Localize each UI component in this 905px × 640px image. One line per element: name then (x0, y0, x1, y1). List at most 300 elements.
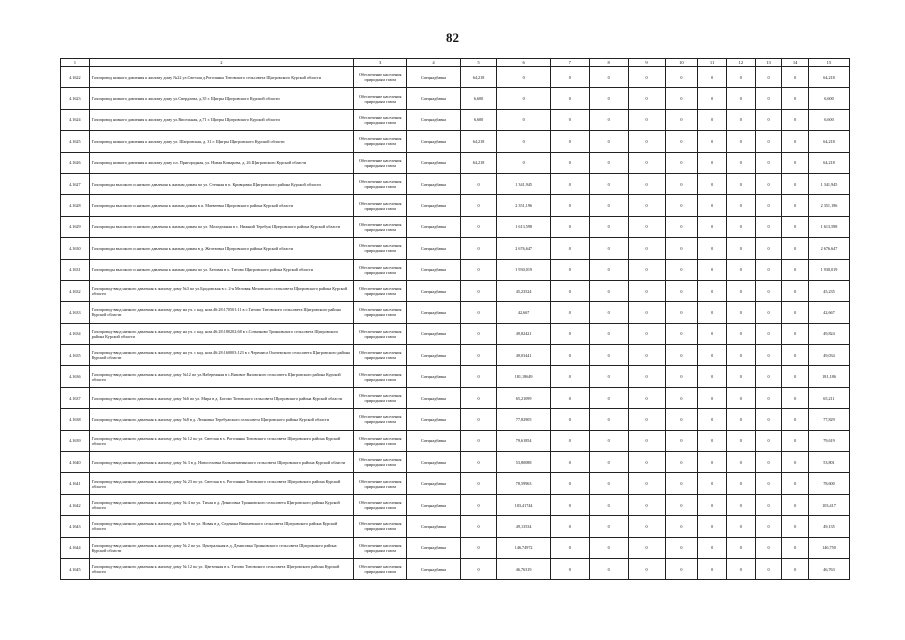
value-col-12: 0 (726, 387, 755, 408)
row-id: 4.1626 (61, 152, 90, 173)
value-col-8: 0 (589, 216, 628, 237)
total-value: 77,829 (808, 409, 849, 430)
object-name: Газопровод-ввод низкого давления к жилому дому №8 в д. Леоновка Теребужского сельсовета Щигровского района Курской области (89, 409, 353, 430)
funding-source: Спецнадбавка (407, 345, 460, 366)
table-row (61, 409, 850, 430)
value-col-7: 0 (550, 452, 589, 473)
value-col-7: 0 (550, 430, 589, 451)
value-col-12: 0 (726, 216, 755, 237)
total-value: 64,218 (808, 67, 849, 88)
object-name: Газопровод-ввод низкого давления к жилому дому на уч. с кад. ном.46:28:180202:68 в с.Сотниково Трояновского сельсовета Щигровского района Курской области (89, 323, 353, 344)
total-value: 2 351,196 (808, 195, 849, 216)
value-col-8: 0 (589, 302, 628, 323)
purpose: Обеспечение населения природным газом (354, 131, 407, 152)
value-col-14: 0 (782, 238, 809, 259)
funding-source: Спецнадбавка (407, 537, 460, 558)
value-col-14: 0 (782, 88, 809, 109)
total-value: 64,218 (808, 152, 849, 173)
value-col-14: 0 (782, 280, 809, 301)
value-col-7: 0 (550, 259, 589, 280)
value-col-9: 0 (628, 387, 665, 408)
value-col-14: 0 (782, 216, 809, 237)
value-col-10: 0 (665, 259, 698, 280)
value-col-9: 0 (628, 494, 665, 515)
value-col-9: 0 (628, 366, 665, 387)
total-value: 181,186 (808, 366, 849, 387)
row-id: 4.1640 (61, 452, 90, 473)
purpose: Обеспечение населения природным газом (354, 430, 407, 451)
table-row (61, 558, 850, 579)
value-col-8: 0 (589, 67, 628, 88)
value-col-11: 0 (698, 516, 727, 537)
value-col-14: 0 (782, 409, 809, 430)
value-col-11: 0 (698, 452, 727, 473)
value-col-9: 0 (628, 409, 665, 430)
object-name: Газопровод-ввод низкого давления к жилому дому на уч. с кад. ном.46:28:170501:11 в с.Титово Титовского сельсовета Щигровского района Курской области (89, 302, 353, 323)
purpose: Обеспечение населения природным газом (354, 516, 407, 537)
value-col-9: 0 (628, 452, 665, 473)
purpose: Обеспечение населения природным газом (354, 88, 407, 109)
value-col-11: 0 (698, 366, 727, 387)
value-col-14: 0 (782, 345, 809, 366)
value-col-6: 103,41744 (497, 494, 550, 515)
value-col-10: 0 (665, 302, 698, 323)
value-col-6: 181,18649 (497, 366, 550, 387)
value-col-8: 0 (589, 152, 628, 173)
value-col-5: 64,218 (460, 131, 497, 152)
total-value: 46,763 (808, 558, 849, 579)
row-id: 4.1637 (61, 387, 90, 408)
purpose: Обеспечение населения природным газом (354, 302, 407, 323)
value-col-12: 0 (726, 452, 755, 473)
value-col-9: 0 (628, 345, 665, 366)
table-row (61, 516, 850, 537)
value-col-13: 0 (755, 109, 782, 130)
value-col-9: 0 (628, 430, 665, 451)
value-col-11: 0 (698, 216, 727, 237)
value-col-5: 0 (460, 430, 497, 451)
value-col-10: 0 (665, 195, 698, 216)
value-col-9: 0 (628, 259, 665, 280)
funding-source: Спецнадбавка (407, 216, 460, 237)
value-col-7: 0 (550, 152, 589, 173)
value-col-6: 0 (497, 152, 550, 173)
value-col-8: 0 (589, 387, 628, 408)
value-col-14: 0 (782, 494, 809, 515)
table-row (61, 216, 850, 237)
value-col-11: 0 (698, 323, 727, 344)
value-col-6: 0 (497, 67, 550, 88)
total-value: 1 613,598 (808, 216, 849, 237)
funding-source: Спецнадбавка (407, 259, 460, 280)
value-col-10: 0 (665, 238, 698, 259)
value-col-9: 0 (628, 558, 665, 579)
value-col-12: 0 (726, 494, 755, 515)
row-id: 4.1632 (61, 280, 90, 301)
value-col-9: 0 (628, 238, 665, 259)
column-number: 3 (354, 59, 407, 67)
value-col-7: 0 (550, 195, 589, 216)
value-col-9: 0 (628, 516, 665, 537)
value-col-7: 0 (550, 345, 589, 366)
row-id: 4.1635 (61, 345, 90, 366)
value-col-9: 0 (628, 131, 665, 152)
value-col-10: 0 (665, 366, 698, 387)
value-col-8: 0 (589, 430, 628, 451)
value-col-6: 2 351,196 (497, 195, 550, 216)
purpose: Обеспечение населения природным газом (354, 216, 407, 237)
value-col-10: 0 (665, 67, 698, 88)
value-col-10: 0 (665, 109, 698, 130)
value-col-13: 0 (755, 131, 782, 152)
value-col-12: 0 (726, 430, 755, 451)
value-col-14: 0 (782, 109, 809, 130)
value-col-10: 0 (665, 473, 698, 494)
value-col-10: 0 (665, 537, 698, 558)
table-row (61, 238, 850, 259)
value-col-12: 0 (726, 366, 755, 387)
row-id: 4.1627 (61, 173, 90, 194)
purpose: Обеспечение населения природным газом (354, 238, 407, 259)
value-col-12: 0 (726, 409, 755, 430)
object-name: Газопровод низкого давления к жилому дому ул. Шагровская, д. 31 г. Щигры Щигровского Курской области (89, 131, 353, 152)
value-col-10: 0 (665, 280, 698, 301)
object-name: Газопровод-ввод низкого давления к жилому дому № 23 по ул. Светлая в х. Рогозинка Титовского сельсовета Щигровского района Курской области (89, 473, 353, 494)
funding-source: Спецнадбавка (407, 195, 460, 216)
value-col-11: 0 (698, 67, 727, 88)
value-col-14: 0 (782, 259, 809, 280)
value-col-8: 0 (589, 516, 628, 537)
row-id: 4.1622 (61, 67, 90, 88)
value-col-13: 0 (755, 216, 782, 237)
value-col-12: 0 (726, 280, 755, 301)
value-col-7: 0 (550, 558, 589, 579)
value-col-5: 0 (460, 387, 497, 408)
value-col-8: 0 (589, 494, 628, 515)
column-number: 14 (782, 59, 809, 67)
table-row (61, 195, 850, 216)
value-col-10: 0 (665, 131, 698, 152)
value-col-14: 0 (782, 302, 809, 323)
total-value: 146,750 (808, 537, 849, 558)
value-col-10: 0 (665, 152, 698, 173)
value-col-6: 45,23524 (497, 280, 550, 301)
value-col-8: 0 (589, 109, 628, 130)
purpose: Обеспечение населения природным газом (354, 323, 407, 344)
value-col-13: 0 (755, 238, 782, 259)
column-number: 9 (628, 59, 665, 67)
total-value: 1 341,945 (808, 173, 849, 194)
total-value: 103,417 (808, 494, 849, 515)
value-col-9: 0 (628, 152, 665, 173)
object-name: Газопровод-ввод низкого давления к жилому дому № 3 в д. Новоселовка Большезмеинского сельсовета Щигровского района Курской области (89, 452, 353, 473)
value-col-10: 0 (665, 323, 698, 344)
value-col-12: 0 (726, 131, 755, 152)
object-name: Газопровод-ввод низкого давления к жилому дому №12 по ул.Набережная в с.Вязовое Вязовского сельсовета Щигровского района Курской области (89, 366, 353, 387)
value-col-14: 0 (782, 67, 809, 88)
value-col-9: 0 (628, 109, 665, 130)
value-col-6: 1 930,019 (497, 259, 550, 280)
value-col-5: 64,218 (460, 152, 497, 173)
value-col-12: 0 (726, 302, 755, 323)
column-number: 10 (665, 59, 698, 67)
value-col-8: 0 (589, 409, 628, 430)
table-row (61, 537, 850, 558)
value-col-8: 0 (589, 452, 628, 473)
value-col-7: 0 (550, 366, 589, 387)
value-col-6: 46,76319 (497, 558, 550, 579)
object-name: Газопровод-ввод низкого давления к жилому дому № 9 по ул. Новая в д. Седенька Вишневского сельсовета Щигровского района Курской области (89, 516, 353, 537)
purpose: Обеспечение населения природным газом (354, 452, 407, 473)
value-col-10: 0 (665, 216, 698, 237)
value-col-11: 0 (698, 109, 727, 130)
value-col-11: 0 (698, 409, 727, 430)
value-col-5: 0 (460, 259, 497, 280)
value-col-7: 0 (550, 67, 589, 88)
object-name: Газопровод низкого давления к жилому дому №22 ул.Светлая д.Рогозинка Титовского сельсовета Щигровского Курской области (89, 67, 353, 88)
value-col-11: 0 (698, 173, 727, 194)
total-value: 6,600 (808, 88, 849, 109)
funding-source: Спецнадбавка (407, 452, 460, 473)
funding-source: Спецнадбавка (407, 67, 460, 88)
value-col-12: 0 (726, 88, 755, 109)
value-col-13: 0 (755, 409, 782, 430)
row-id: 4.1636 (61, 366, 90, 387)
value-col-6: 42,667 (497, 302, 550, 323)
value-col-5: 0 (460, 173, 497, 194)
value-col-14: 0 (782, 131, 809, 152)
funding-source: Спецнадбавка (407, 131, 460, 152)
object-name: Газопровод-ввод низкого давления к жилому дому №6 по ул. Мира в д. Богово Титовского сельсовета Щигровского района Курской области (89, 387, 353, 408)
value-col-14: 0 (782, 387, 809, 408)
value-col-8: 0 (589, 259, 628, 280)
value-col-8: 0 (589, 173, 628, 194)
object-name: Газопровод низкого давления к жилому дому ул.Висельная, д.71 г. Щигры Щигровского Курской области (89, 109, 353, 130)
value-col-14: 0 (782, 195, 809, 216)
purpose: Обеспечение населения природным газом (354, 280, 407, 301)
page-number: 82 (446, 30, 459, 45)
value-col-12: 0 (726, 238, 755, 259)
value-col-13: 0 (755, 473, 782, 494)
value-col-11: 0 (698, 387, 727, 408)
value-col-9: 0 (628, 67, 665, 88)
value-col-5: 0 (460, 216, 497, 237)
table-row (61, 259, 850, 280)
value-col-7: 0 (550, 131, 589, 152)
value-col-7: 0 (550, 302, 589, 323)
value-col-7: 0 (550, 88, 589, 109)
row-id: 4.1624 (61, 109, 90, 130)
value-col-12: 0 (726, 195, 755, 216)
value-col-13: 0 (755, 387, 782, 408)
value-col-6: 53,80088 (497, 452, 550, 473)
object-name: Газопровод-ввод низкого давления к жилому дому № 2 по ул. Центральная в д. Денисовка Трояновского сельсовета Щигровского района Курской области (89, 537, 353, 558)
value-col-11: 0 (698, 494, 727, 515)
object-name: Газопровод-ввод низкого давления к жилому дому №3 по ул.Бродовская в с. 2-я Меловая Меловского сельсовета Щигровского района Курской области (89, 280, 353, 301)
value-col-9: 0 (628, 88, 665, 109)
value-col-10: 0 (665, 387, 698, 408)
value-col-13: 0 (755, 88, 782, 109)
table-row (61, 387, 850, 408)
row-id: 4.1629 (61, 216, 90, 237)
total-value: 1 930,019 (808, 259, 849, 280)
total-value: 2 676,647 (808, 238, 849, 259)
value-col-7: 0 (550, 494, 589, 515)
value-col-10: 0 (665, 516, 698, 537)
table-row (61, 494, 850, 515)
value-col-9: 0 (628, 280, 665, 301)
total-value: 64,218 (808, 131, 849, 152)
value-col-6: 1 613,598 (497, 216, 550, 237)
funding-source: Спецнадбавка (407, 430, 460, 451)
value-col-11: 0 (698, 280, 727, 301)
value-col-12: 0 (726, 473, 755, 494)
value-col-7: 0 (550, 473, 589, 494)
value-col-7: 0 (550, 173, 589, 194)
table-row (61, 109, 850, 130)
value-col-5: 0 (460, 558, 497, 579)
funding-source: Спецнадбавка (407, 238, 460, 259)
value-col-8: 0 (589, 537, 628, 558)
value-col-6: 49,13534 (497, 516, 550, 537)
value-col-5: 0 (460, 238, 497, 259)
purpose: Обеспечение населения природным газом (354, 494, 407, 515)
column-number: 4 (407, 59, 460, 67)
value-col-13: 0 (755, 366, 782, 387)
value-col-7: 0 (550, 238, 589, 259)
row-id: 4.1645 (61, 558, 90, 579)
object-name: Газопроводы высокого и низкого давления к жилым домам в п. Матвеевка Щигровского района Курской области (89, 195, 353, 216)
total-value: 53,801 (808, 452, 849, 473)
row-id: 4.1643 (61, 516, 90, 537)
value-col-12: 0 (726, 323, 755, 344)
value-col-11: 0 (698, 345, 727, 366)
row-id: 4.1644 (61, 537, 90, 558)
value-col-11: 0 (698, 473, 727, 494)
value-col-11: 0 (698, 195, 727, 216)
value-col-6: 78,59963 (497, 473, 550, 494)
object-name: Газопроводы высокого и низкого давления к жилым домам по ул. Беговая в х. Титово Щигровского района Курской области (89, 259, 353, 280)
value-col-12: 0 (726, 537, 755, 558)
column-number: 7 (550, 59, 589, 67)
value-col-7: 0 (550, 387, 589, 408)
total-value: 49,034 (808, 345, 849, 366)
row-id: 4.1623 (61, 88, 90, 109)
value-col-10: 0 (665, 430, 698, 451)
value-col-5: 0 (460, 366, 497, 387)
value-col-11: 0 (698, 152, 727, 173)
value-col-13: 0 (755, 259, 782, 280)
table-row (61, 452, 850, 473)
purpose: Обеспечение населения природным газом (354, 558, 407, 579)
column-number: 1 (61, 59, 90, 67)
value-col-11: 0 (698, 259, 727, 280)
value-col-13: 0 (755, 345, 782, 366)
funding-source: Спецнадбавка (407, 366, 460, 387)
funding-source: Спецнадбавка (407, 516, 460, 537)
value-col-14: 0 (782, 152, 809, 173)
value-col-12: 0 (726, 67, 755, 88)
value-col-8: 0 (589, 558, 628, 579)
purpose: Обеспечение населения природным газом (354, 473, 407, 494)
value-col-5: 0 (460, 302, 497, 323)
value-col-10: 0 (665, 409, 698, 430)
funding-source: Спецнадбавка (407, 409, 460, 430)
purpose: Обеспечение населения природным газом (354, 345, 407, 366)
value-col-5: 0 (460, 323, 497, 344)
value-col-13: 0 (755, 323, 782, 344)
value-col-8: 0 (589, 195, 628, 216)
column-number-row (61, 59, 850, 67)
table-row (61, 88, 850, 109)
funding-source: Спецнадбавка (407, 323, 460, 344)
total-value: 65,211 (808, 387, 849, 408)
purpose: Обеспечение населения природным газом (354, 67, 407, 88)
value-col-6: 49,03441 (497, 345, 550, 366)
column-number: 8 (589, 59, 628, 67)
value-col-8: 0 (589, 473, 628, 494)
row-id: 4.1631 (61, 259, 90, 280)
value-col-10: 0 (665, 345, 698, 366)
value-col-13: 0 (755, 430, 782, 451)
funding-source: Спецнадбавка (407, 280, 460, 301)
value-col-8: 0 (589, 345, 628, 366)
table-row (61, 173, 850, 194)
value-col-13: 0 (755, 67, 782, 88)
object-name: Газопроводы высокого и низкого давления к жилым домам в д. Железовка Щигровского района Курской области (89, 238, 353, 259)
value-col-13: 0 (755, 494, 782, 515)
value-col-11: 0 (698, 537, 727, 558)
value-col-13: 0 (755, 558, 782, 579)
value-col-14: 0 (782, 558, 809, 579)
value-col-6: 0 (497, 88, 550, 109)
value-col-8: 0 (589, 323, 628, 344)
value-col-5: 0 (460, 280, 497, 301)
value-col-6: 0 (497, 131, 550, 152)
purpose: Обеспечение населения природным газом (354, 152, 407, 173)
value-col-9: 0 (628, 537, 665, 558)
value-col-9: 0 (628, 173, 665, 194)
purpose: Обеспечение населения природным газом (354, 537, 407, 558)
column-number: 5 (460, 59, 497, 67)
value-col-5: 64,218 (460, 67, 497, 88)
value-col-7: 0 (550, 409, 589, 430)
purpose: Обеспечение населения природным газом (354, 259, 407, 280)
value-col-6: 1 341,945 (497, 173, 550, 194)
value-col-6: 77,82905 (497, 409, 550, 430)
value-col-14: 0 (782, 173, 809, 194)
table-row (61, 131, 850, 152)
row-id: 4.1628 (61, 195, 90, 216)
value-col-14: 0 (782, 452, 809, 473)
value-col-7: 0 (550, 216, 589, 237)
value-col-12: 0 (726, 109, 755, 130)
value-col-8: 0 (589, 238, 628, 259)
value-col-9: 0 (628, 473, 665, 494)
total-value: 49,824 (808, 323, 849, 344)
table-row (61, 67, 850, 88)
value-col-9: 0 (628, 302, 665, 323)
funding-source: Спецнадбавка (407, 88, 460, 109)
value-col-13: 0 (755, 516, 782, 537)
funding-source: Спецнадбавка (407, 473, 460, 494)
value-col-7: 0 (550, 537, 589, 558)
object-name: Газопровод-ввод низкого давления к жилому дому № 12 по ул. Цветочная в х. Титово Титовского сельсовета Щигровского района Курской области (89, 558, 353, 579)
table-row (61, 302, 850, 323)
row-id: 4.1638 (61, 409, 90, 430)
row-id: 4.1625 (61, 131, 90, 152)
value-col-5: 0 (460, 195, 497, 216)
